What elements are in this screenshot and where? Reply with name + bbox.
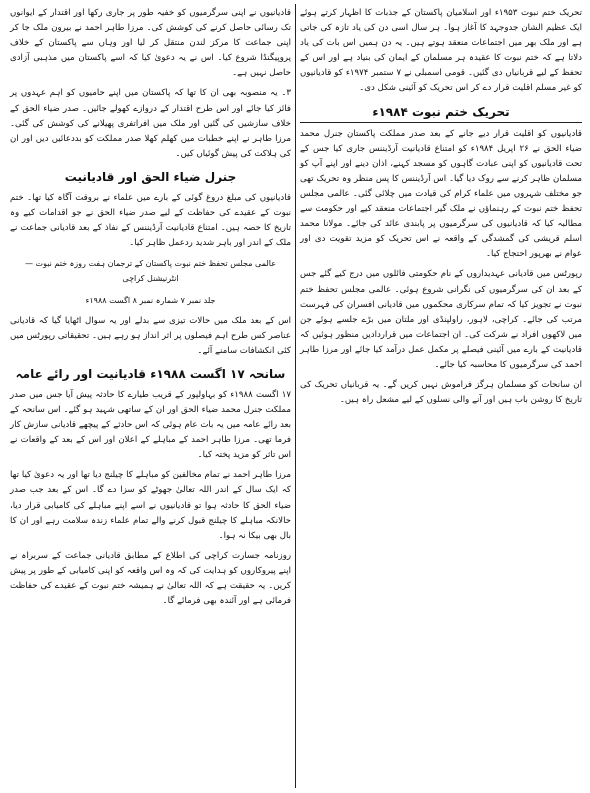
- section-heading: جنرل ضیاء الحق اور قادیانیت: [64, 169, 237, 184]
- article-paragraph: ان سانحات کو مسلمان ہرگز فراموش نہیں کریں گے۔ یہ قربانیاں تحریک کی تاریخ کا روشن باب ہیں اور آنے والی نسلوں کے لیے مشعل راہ ہیں۔: [300, 380, 582, 406]
- source-attribution: عالمی مجلس تحفظ ختم نبوت پاکستان کے ترجمان ہفت روزہ ختم نبوت — انٹرنیشنل کراچی: [25, 259, 276, 284]
- article-paragraph: قادیانیوں کو اقلیت قرار دیے جانے کے بعد صدر مملکت پاکستان جنرل محمد ضیاء الحق نے ۲۶ اپریل ۱۹۸۴ء کو امتناع قادیانیت آرڈیننس جاری کیا جس کے تحت قادیانیوں کو اپنی عبادت گاہوں کو مسجد کہنے، اذان دینے اور اپنے آپ کو مسلمان ظاہر کرنے سے روک دیا گیا۔ اس آرڈیننس کا پس منظر وہ تحریک تھی جو مختلف شہروں میں علماء کرام کی قیادت میں چلائی گئی۔ عالمی مجلس تحفظ ختم نبوت کے رہنماؤں نے ملک گیر اجتماعات منعقد کیے اور حکومت سے مطالبہ کیا کہ قادیانیوں کی سرگرمیوں پر پابندی عائد کی جائے۔ مولانا محمد اسلم قریشی کی گمشدگی کے واقعہ نے اس تحریک کو مزید تقویت دی اور عوام نے بھرپور احتجاج کیا۔: [300, 128, 582, 260]
- right-column: [300, 6, 582, 413]
- section-heading: سانحہ ۱۷ اگست ۱۹۸۸ء قادیانیت اور رائے عامہ: [15, 366, 286, 381]
- left-column: [10, 6, 291, 614]
- article-paragraph: اس کے بعد ملک میں حالات تیزی سے بدلے اور یہ سوال اٹھایا گیا کہ قادیانی عناصر کس طرح اہم فیصلوں پر اثر انداز ہو رہے ہیں۔ تحقیقاتی رپورٹس میں کئی انکشافات سامنے آئے۔: [10, 315, 291, 356]
- article-paragraph: تحریک ختم نبوت ۱۹۵۳ء اور اسلامیان پاکستان کے جذبات کا اظہار کرتے ہوئے ایک عظیم الشان جدوجہد کا آغاز ہوا۔ ہر سال اسی دن کی یاد تازہ کی جاتی ہے اور ملک بھر میں اجتماعات منعقد ہوتے ہیں۔ یہ دن ہمیں اس بات کی یاد دلاتا ہے کہ ختم نبوت کا عقیدہ ہر مسلمان کے ایمان کی بنیاد ہے اور اس کے تحفظ کے لیے قربانیاں دی گئیں۔ قومی اسمبلی نے ۷ ستمبر ۱۹۷۴ء کو قادیانیوں کو غیر مسلم اقلیت قرار دے کر اس تحریک کو آئینی شکل دی۔: [300, 8, 583, 94]
- article-paragraph: ۱۷ اگست ۱۹۸۸ء کو بہاولپور کے قریب طیارے کا حادثہ پیش آیا جس میں صدر مملکت جنرل محمد ضیاء الحق اور ان کے ساتھی شہید ہو گئے۔ اس سانحہ کے بعد رائے عامہ میں یہ بات عام ہوئی کہ اس حادثے کے پیچھے قادیانی سازش کار فرما تھی۔ مرزا طاہر احمد کے مباہلے کے اعلان اور اس کے بعد کے واقعات نے اس تاثر کو مزید پختہ کیا۔: [10, 389, 291, 461]
- article-paragraph: ۳۔ یہ منصوبہ بھی ان کا تھا کہ پاکستان میں اپنے حامیوں کو اہم عہدوں پر فائز کیا جائے اور اس طرح اقتدار کے دروازے کھولے جائیں۔ صدر ضیاء الحق کے خلاف سازشیں کی گئیں اور ملک میں افراتفری پھیلانے کی کوشش کی گئی۔ مرزا طاہر نے اپنے خطبات میں کھلم کھلا صدر مملکت کو بددعائیں دیں اور ان کی ہلاکت کی پیش گوئیاں کیں۔: [10, 88, 291, 159]
- source-reference: جلد نمبر ۷ شمارہ نمبر ۸ اگست ۱۹۸۸ء: [85, 295, 216, 305]
- column-divider: [295, 4, 296, 788]
- section-heading: تحریک ختم نبوت ۱۹۸۴ء: [300, 102, 582, 123]
- article-paragraph: مرزا طاہر احمد نے تمام مخالفین کو مباہلے کا چیلنج دیا تھا اور یہ دعویٰ کیا تھا کہ ایک سال کے اندر اللہ تعالیٰ جھوٹے کو سزا دے گا۔ اس کے بعد جب صدر ضیاء الحق کا حادثہ ہوا تو قادیانیوں نے اسے اپنے مباہلے کی کامیابی قرار دیا، حالانکہ مباہلے کا چیلنج قبول کرنے والے تمام علماء زندہ سلامت رہے اور ان کا بال بھی بیکا نہ ہوا۔: [10, 470, 291, 541]
- article-paragraph: روزنامہ جسارت کراچی کی اطلاع کے مطابق قادیانی جماعت کے سربراہ نے اپنے پیروکاروں کو ہدایت کی کہ وہ اس واقعہ کو اپنی کامیابی کے طور پر پیش کریں۔ یہ حقیقت ہے کہ اللہ تعالیٰ نے ہمیشہ ختم نبوت کے عقیدے کی حفاظت فرمائی ہے اور آئندہ بھی فرمائے گا۔: [10, 550, 291, 607]
- article-paragraph: رپورٹس میں قادیانی عہدیداروں کے نام حکومتی فائلوں میں درج کیے گئے جس کے بعد ان کی سرگرمیوں کی نگرانی شروع ہوئی۔ عالمی مجلس تحفظ ختم نبوت نے تجویز کیا کہ تمام سرکاری محکموں میں قادیانی افسران کی فہرست مرتب کی جائے۔ کراچی، لاہور، راولپنڈی اور ملتان میں بڑے جلسے ہوئے جن میں لاکھوں افراد نے شرکت کی۔ ان اجتماعات میں قراردادیں منظور ہوئیں کہ قادیانیت کے بارے میں آئینی فیصلے پر مکمل عمل درآمد کیا جائے اور مرزا طاہر احمد کی سرگرمیوں کا محاسبہ کیا جائے۔: [300, 269, 582, 370]
- article-paragraph: قادیانیوں نے اپنی سرگرمیوں کو خفیہ طور پر جاری رکھا اور اقتدار کے ایوانوں تک رسائی حاصل کرنے کی کوشش کی۔ مرزا طاہر احمد نے بیرون ملک جا کر اپنی جماعت کا مرکز لندن منتقل کر لیا اور وہاں سے پاکستان کے خلاف پروپیگنڈا شروع کیا۔ اس نے یہ دعویٰ کیا کہ اسے پاکستان میں مذہبی آزادی حاصل نہیں ہے۔: [10, 8, 291, 79]
- article-paragraph: قادیانیوں کی مبلغ دروغ گوئی کے بارے میں علماء نے بروقت آگاہ کیا تھا۔ ختم نبوت کے عقیدے کی حفاظت کے لیے صدر ضیاء الحق نے جو اقدامات کیے وہ تاریخ کا حصہ ہیں۔ امتناع قادیانیت آرڈیننس کے نفاذ کے بعد قادیانی جماعت نے ملک کے اندر اور باہر شدید ردعمل ظاہر کیا۔: [10, 192, 291, 249]
